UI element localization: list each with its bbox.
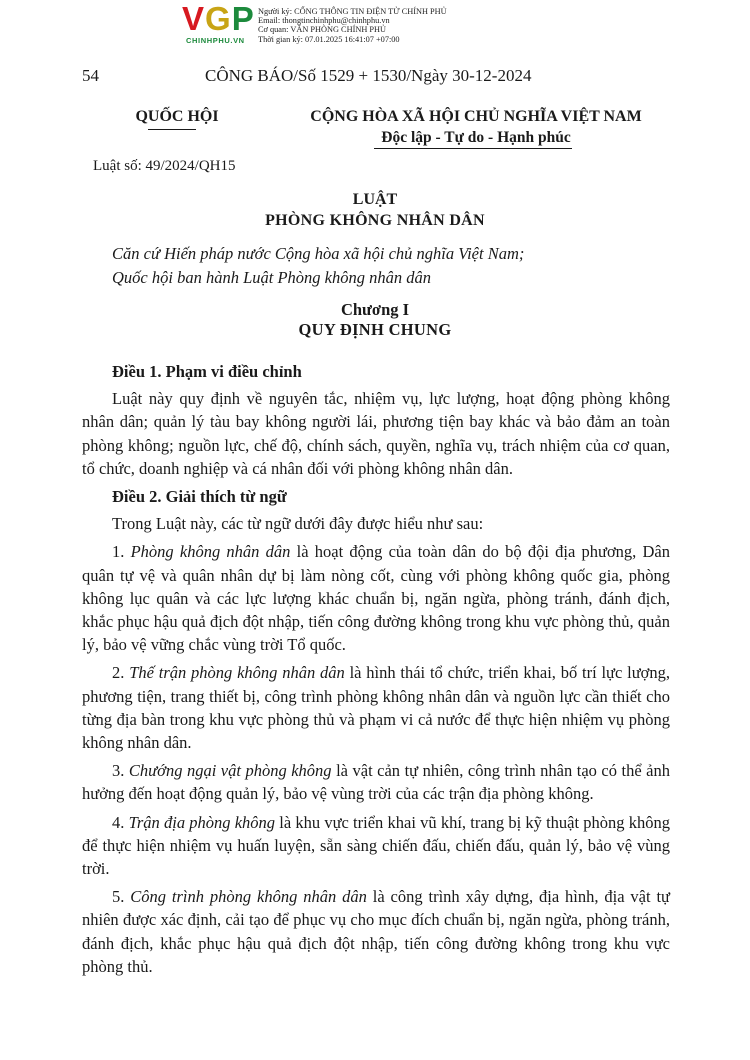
document-body	[82, 360, 670, 983]
motto-underline	[374, 148, 572, 149]
preamble-line: Quốc hội ban hành Luật Phòng không nhân dân	[112, 268, 431, 287]
logo-letter-v: V	[182, 0, 206, 37]
defined-term: Chướng ngại vật phòng không	[128, 761, 332, 781]
signature-info	[258, 7, 447, 44]
page-number: 54	[82, 66, 99, 85]
digital-signature-stamp	[180, 2, 500, 46]
item-number: 5.	[112, 887, 125, 907]
defined-term: Công trình phòng không nhân dân	[130, 887, 367, 907]
signer-agency: Cơ quan: VĂN PHÒNG CHÍNH PHỦ	[258, 25, 387, 35]
document-type: LUẬT	[352, 191, 398, 208]
logo-letter-p: P	[231, 0, 255, 37]
definition-text: là công trình xây dựng, địa hình, địa vật tự nhiên được xác định, cải tạo để phục vụ cho mục đích chuẩn bị, ngăn ngừa, phòng tránh, đánh địch, khắc phục hậu quả địch đột nhập, tiến công đường không trong khu vực phòng thủ.	[82, 887, 670, 976]
definition-item	[82, 811, 670, 881]
chapter-title: QUY ĐỊNH CHUNG	[298, 320, 452, 339]
document-title: PHÒNG KHÔNG NHÂN DÂN	[265, 212, 485, 229]
defined-term: Thế trận phòng không nhân dân	[129, 663, 345, 683]
chapter-number: Chương I	[340, 300, 410, 319]
national-motto: Độc lập - Tự do - Hạnh phúc	[381, 129, 571, 146]
defined-term: Phòng không nhân dân	[130, 542, 291, 562]
article-2-title: Điều 2. Giải thích từ ngữ	[112, 487, 287, 507]
signing-time: Thời gian ký: 07.01.2025 16:41:07 +07:00	[258, 34, 400, 44]
law-number: Luật số: 49/2024/QH15	[93, 158, 236, 174]
definition-text: là hình thái tổ chức, triển khai, bố trí lực lượng, phương tiện, trang thiết bị, công trình phòng không nhân dân và nguồn lực cần thiết cho từng địa bàn trong khu vực phòng thủ và phạm vi cả nước để thực hiện nhiệm vụ phòng không nhân dân.	[82, 663, 670, 753]
issuer-underline	[148, 129, 196, 130]
gazette-header: CÔNG BÁO/Số 1529 + 1530/Ngày 30-12-2024	[205, 66, 532, 85]
defined-term: Trận địa phòng không	[128, 812, 276, 832]
article-2-intro: Trong Luật này, các từ ngữ dưới đây được hiểu như sau:	[112, 514, 484, 534]
item-number: 3.	[112, 761, 125, 781]
definition-item	[82, 885, 670, 978]
national-title: CỘNG HÒA XÃ HỘI CHỦ NGHĨA VIỆT NAM	[310, 108, 642, 125]
definition-text: là vật cản tự nhiên, công trình nhân tạo có thể ảnh hưởng đến hoạt động quản lý, bảo vệ vùng trời của các trận địa phòng không.	[82, 761, 670, 804]
signer: Người ký: CỔNG THÔNG TIN ĐIỆN TỬ CHÍNH PHỦ	[258, 7, 447, 16]
definition-item	[82, 540, 670, 656]
signer-email: Email: thongtinchinhphu@chinhphu.vn	[258, 16, 390, 26]
item-number: 1.	[112, 542, 125, 562]
article-1-text: Luật này quy định về nguyên tắc, nhiệm vụ, lực lượng, hoạt động phòng không nhân dân; quản lý tàu bay không người lái, phương tiện bay khác và bảo đảm an toàn phòng không; nguồn lực, chế độ, chính sách, quyền, nghĩa vụ, trách nhiệm của cơ quan, tổ chức, doanh nghiệp và cá nhân đối với phòng không nhân dân.	[82, 389, 670, 478]
preamble-line: Căn cứ Hiến pháp nước Cộng hòa xã hội chủ nghĩa Việt Nam;	[112, 244, 525, 263]
issuing-body: QUỐC HỘI	[135, 108, 219, 125]
item-number: 4.	[112, 812, 125, 832]
logo-letter-g: G	[205, 0, 232, 37]
definition-text: là khu vực triển khai vũ khí, trang bị kỹ thuật phòng không để thực hiện nhiệm vụ huấn luyện, sẵn sàng chiến đấu, chiến đấu, quản lý, bảo vệ vùng trời.	[82, 812, 670, 879]
logo-subtitle: CHINHPHU.VN	[186, 36, 245, 45]
definition-item	[82, 661, 670, 754]
article-1-title: Điều 1. Phạm vi điều chỉnh	[112, 362, 302, 381]
definition-text: là hoạt động của toàn dân do bộ đội địa phương, Dân quân tự vệ và quân nhân dự bị làm nòng cốt, cùng với phòng không quốc gia, phòng không lục quân và các lực lượng khác chuẩn bị, ngăn ngừa, phòng tránh, đánh địch, khắc phục hậu quả địch đột nhập, tiến công đường không trong khu vực phòng thủ, quản lý, bảo vệ vững chắc vùng trời Tổ quốc.	[82, 542, 670, 655]
definition-item	[82, 759, 670, 805]
vgp-logo	[180, 2, 258, 46]
item-number: 2.	[112, 663, 125, 683]
